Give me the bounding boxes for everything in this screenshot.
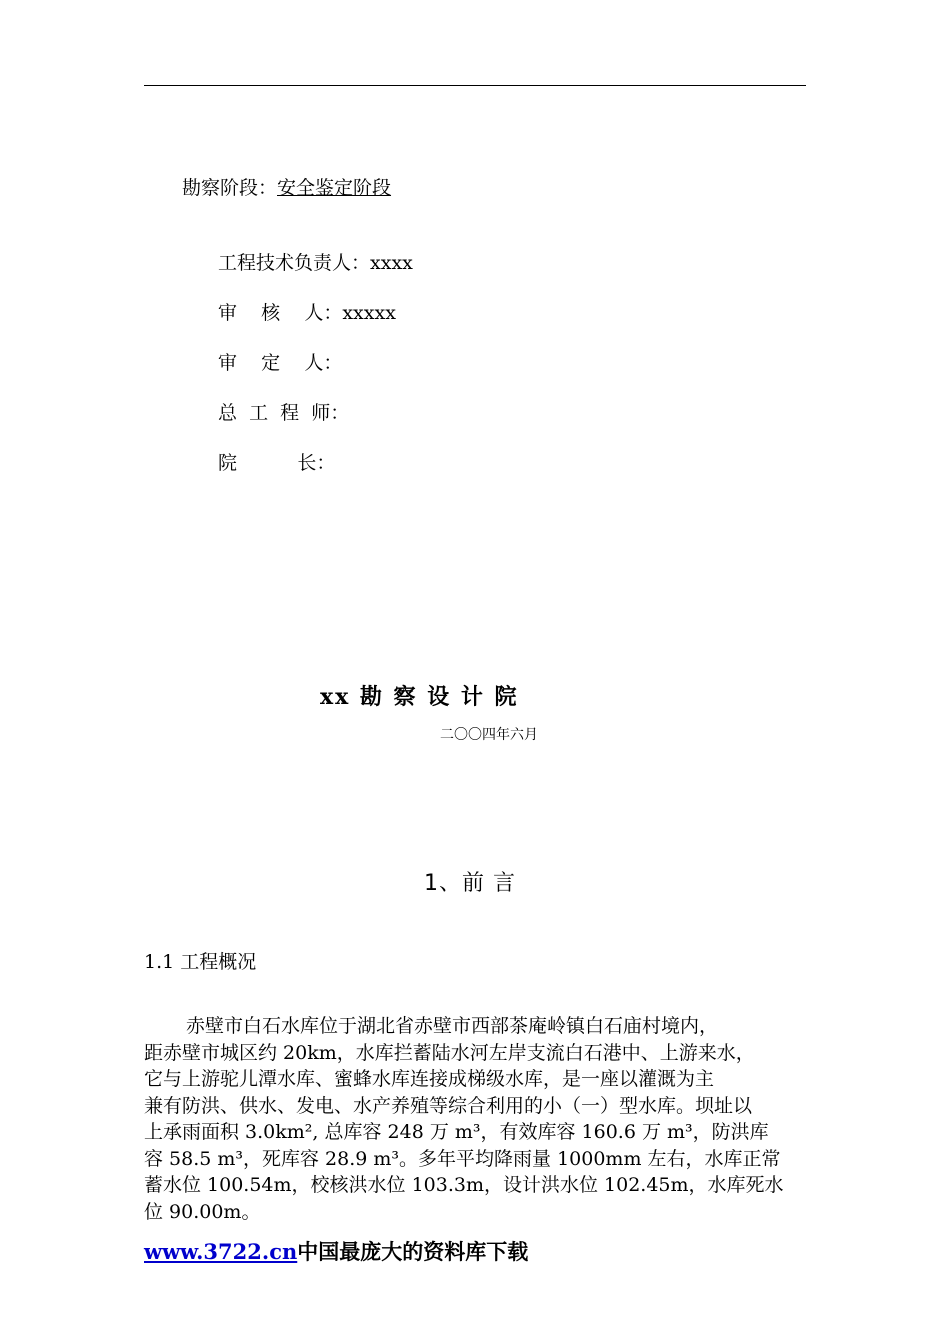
staff-label: 工程技术负责人： bbox=[218, 252, 371, 274]
paragraph-line: 赤壁市白石水库位于湖北省赤壁市西部茶庵岭镇白石庙村境内， bbox=[186, 1015, 719, 1037]
survey-stage bbox=[182, 173, 391, 200]
footer-tagline: 中国最庞大的资料库下载 bbox=[297, 1239, 529, 1264]
paragraph-line: 兼有防洪、供水、发电、水产养殖等综合利用的小（一）型水库。坝址以 bbox=[144, 1094, 753, 1117]
staff-value: xxxx bbox=[370, 252, 413, 274]
subsection-title: 1.1 工程概况 bbox=[144, 951, 257, 973]
staff-row-approver bbox=[218, 348, 342, 375]
paragraph-line: 蓄水位 100.54m，校核洪水位 103.3m，设计洪水位 102.45m，水库死水 bbox=[144, 1174, 784, 1196]
paragraph-line: 距赤壁市城区约 20km，水库拦蓄陆水河左岸支流白石港中、上游来水， bbox=[144, 1041, 755, 1064]
paragraph-line: 上承雨面积 3.0km², 总库容 248 万 m³，有效库容 160.6 万 m³，防洪库 bbox=[144, 1121, 769, 1143]
staff-row-reviewer bbox=[218, 298, 396, 325]
organization-name: xx 勘 察 设 计 院 bbox=[320, 684, 519, 710]
paragraph-line: 容 58.5 m³，死库容 28.9 m³。多年平均降雨量 1000mm 左右，水库正常 bbox=[144, 1147, 781, 1170]
staff-value: xxxxx bbox=[342, 302, 396, 324]
section-title: 1、前 言 bbox=[424, 871, 516, 896]
survey-stage-value: 安全鉴定阶段 bbox=[277, 177, 392, 199]
staff-row-tech-lead bbox=[218, 248, 413, 275]
staff-label: 总 工 程 师： bbox=[218, 402, 350, 424]
survey-stage-label: 勘察阶段： bbox=[182, 177, 278, 199]
footer-banner bbox=[144, 1236, 528, 1266]
staff-label: 审 核 人： bbox=[218, 302, 343, 324]
overview-paragraph bbox=[144, 1013, 808, 1225]
footer-link[interactable]: www.3722.cn bbox=[144, 1239, 298, 1264]
paragraph-line: 它与上游驼儿潭水库、蜜蜂水库连接成梯级水库，是一座以灌溉为主 bbox=[144, 1068, 715, 1090]
staff-label: 院 长： bbox=[218, 452, 336, 474]
header-rule bbox=[144, 85, 806, 86]
paragraph-line: 位 90.00m。 bbox=[144, 1200, 261, 1223]
staff-row-chief-engineer bbox=[218, 398, 349, 425]
staff-label: 审 定 人： bbox=[218, 352, 343, 374]
document-date: 二〇〇四年六月 bbox=[440, 727, 538, 743]
staff-row-president bbox=[218, 448, 335, 475]
